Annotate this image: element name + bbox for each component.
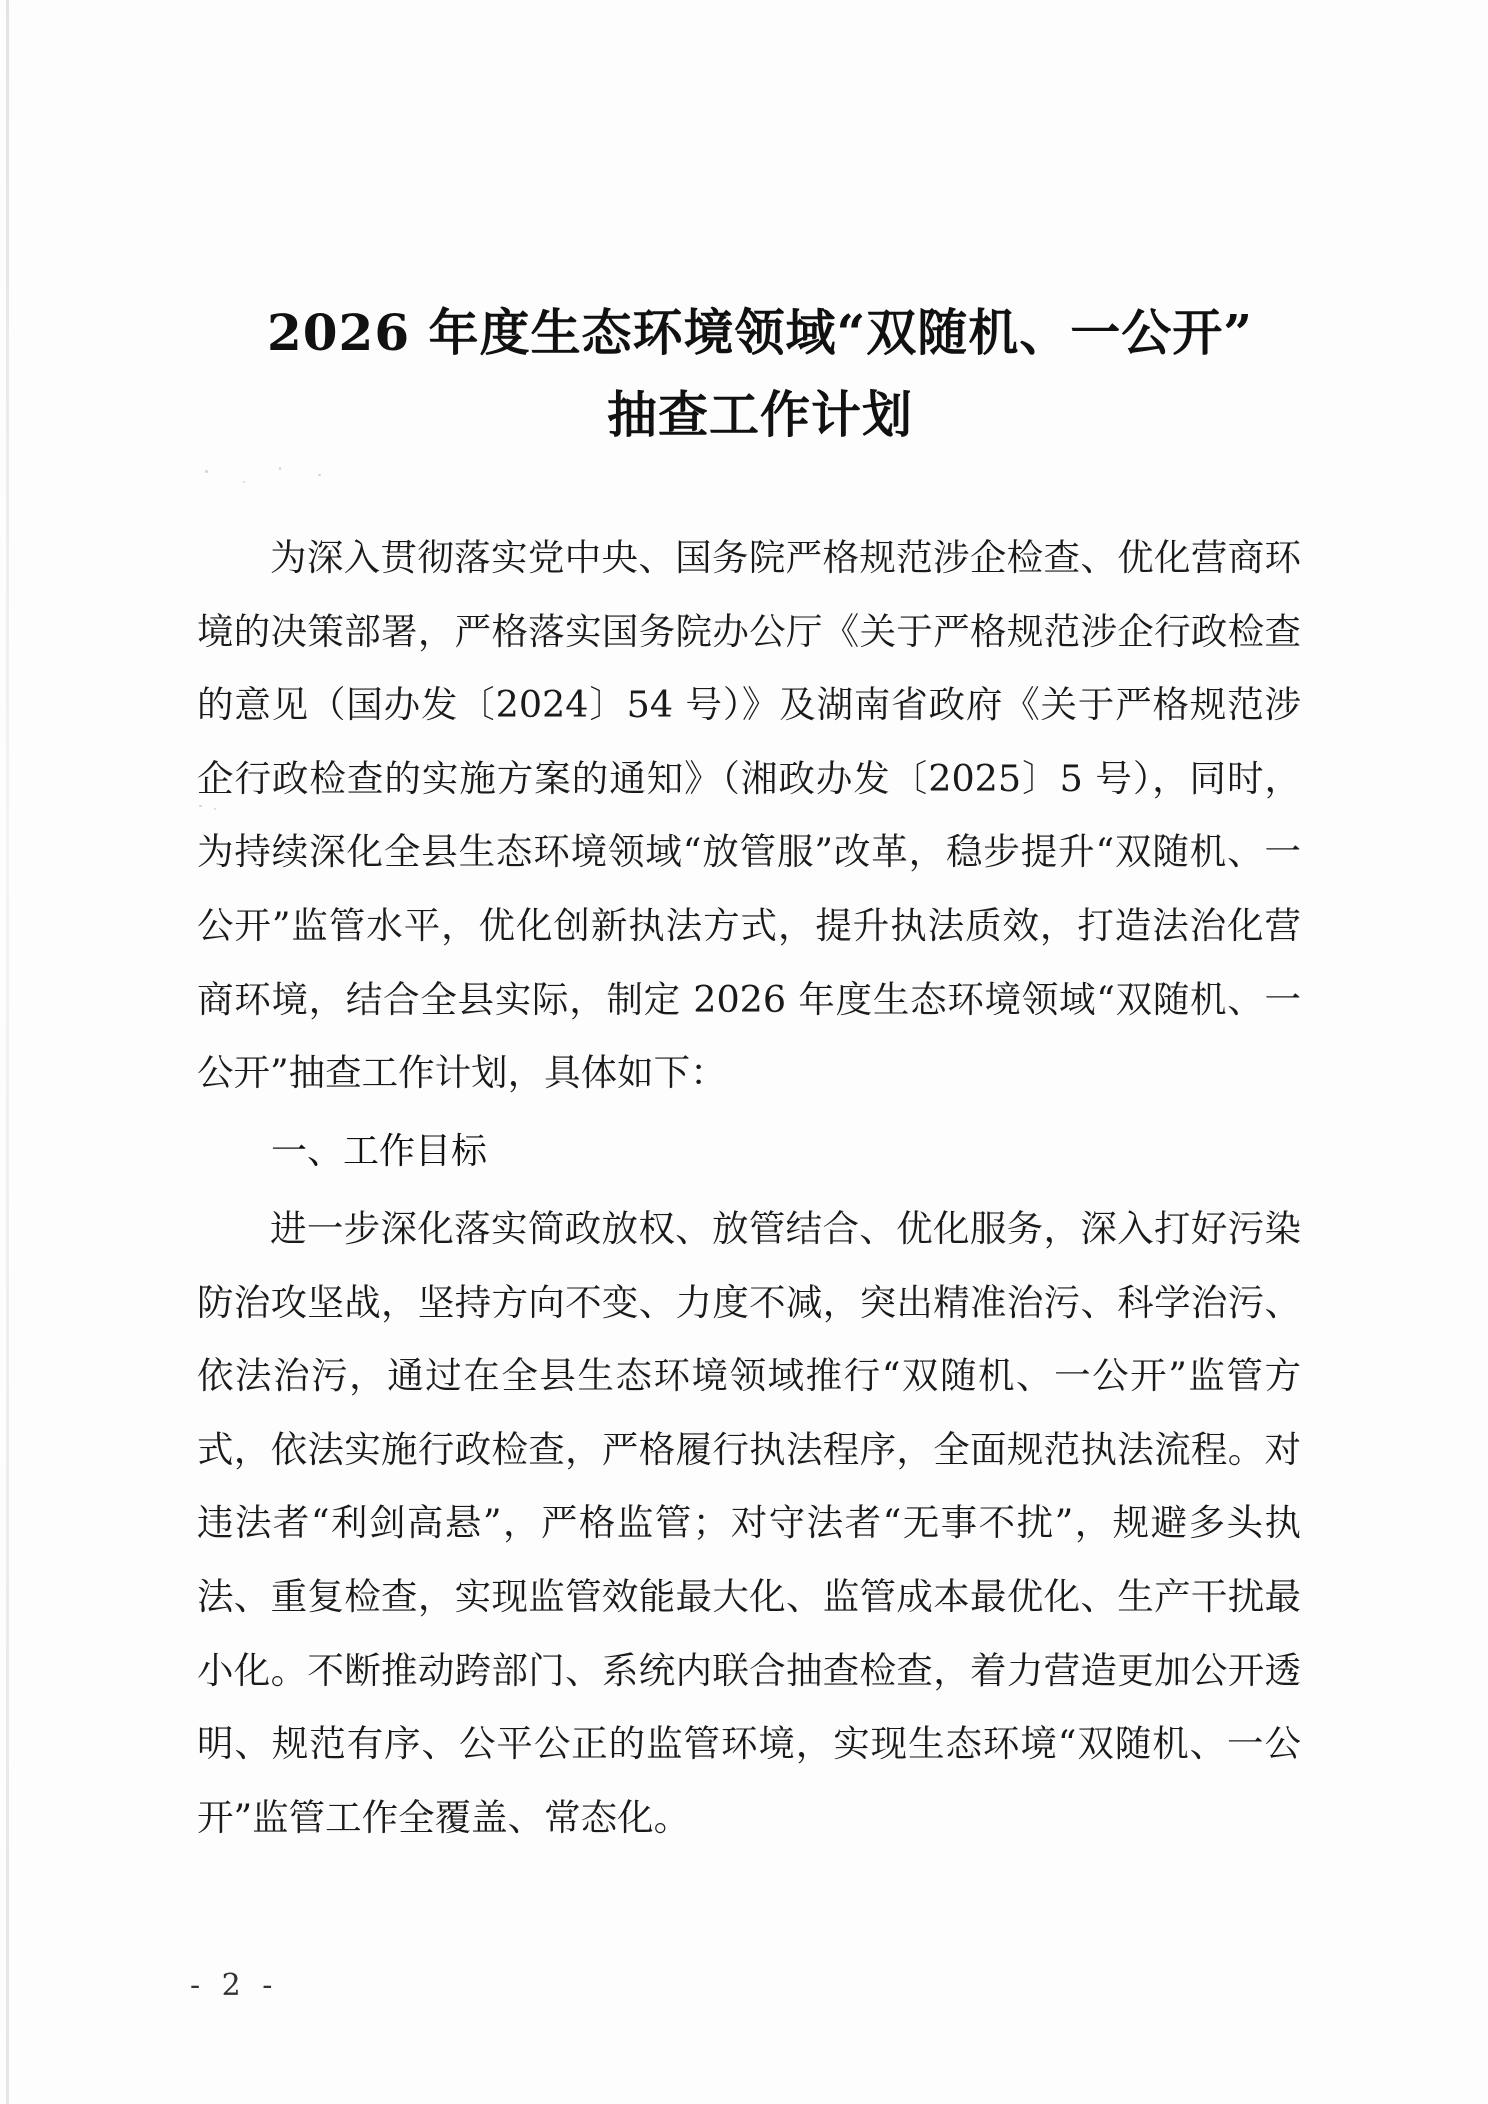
scan-speck <box>214 808 216 810</box>
scan-speck <box>243 481 245 483</box>
document-title-line-1: 2026 年度生态环境领域“双随机、一公开” <box>266 303 1254 362</box>
section-1-heading: 一、工作目标 <box>271 1131 488 1172</box>
section-1-paragraph: 进一步深化落实简政放权、放管结合、优化服务，深入打好污染防治攻坚战，坚持方向不变、力度不减，突出精准治污、科学治污、依法治污，通过在全县生态环境领域推行“双随机、一公开”监管方式，依法实施行政检查，严格履行执法程序，全面规范执法流程。对违法者“利剑高悬”，严格监管；对守法者“无事不扰”，规避多头执法、重复检查，实现监管效能最大化、监管成本最优化、生产干扰最小化。不断推动跨部门、系统内联合抽查检查，着力营造更加公开透明、规范有序、公平公正的监管环境，实现生态环境“双随机、一公开”监管工作全覆盖、常态化。 <box>197 1207 1301 1839</box>
scan-edge-shadow <box>6 0 9 2104</box>
scan-speck <box>279 467 281 470</box>
intro-block <box>197 521 1301 1110</box>
intro-paragraph: 为深入贯彻落实党中央、国务院严格规范涉企检查、优化营商环境的决策部署，严格落实国务院办公厅《关于严格规范涉企行政检查的意见（国办发〔2024〕54 号）》及湖南省政府《关于严格规范涉企行政检查的实施方案的通知》（湘政办发〔2025〕5 号），同时，为持续深化全县生态环境领域“放管服”改革，稳步提升“双随机、一公开”监管水平，优化创新执法方式，提升执法质效，打造法治化营商环境，结合全县实际，制定 2026 年度生态环境领域“双随机、一公开”抽查工作计划，具体如下： <box>197 536 1301 1095</box>
section-1-block <box>197 1192 1301 1854</box>
scan-speck <box>205 470 208 473</box>
scan-speck <box>318 474 321 476</box>
document-title-line-2: 抽查工作计划 <box>607 385 913 444</box>
page-number: - 2 - <box>190 1968 279 2003</box>
scan-speck <box>199 805 202 807</box>
